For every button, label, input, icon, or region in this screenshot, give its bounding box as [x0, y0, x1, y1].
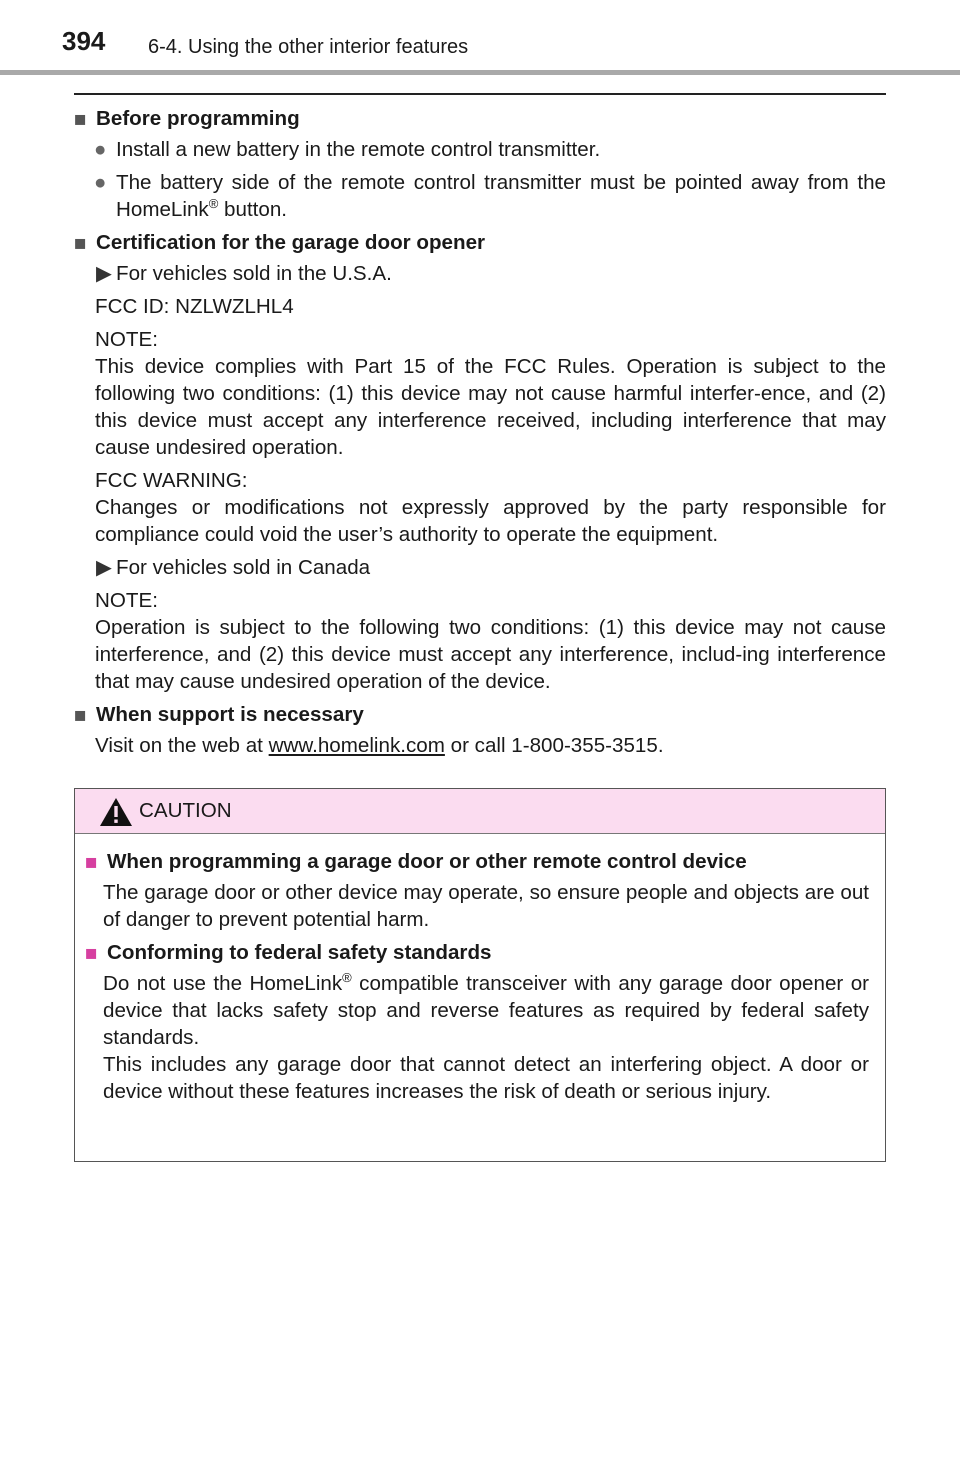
arrow-right-icon: ▶ [96, 262, 112, 285]
square-icon: ■ [85, 942, 98, 965]
caution-header [75, 789, 885, 834]
registered-mark: ® [208, 196, 219, 212]
caution-item-text: Do not use the HomeLink® compatible transceiver with any garage door opener or device that lacks safety stop and reverse features as required by federal safety standards. This includes any garage door that cannot detect an interfering object. A door or device without these features increases the risk of death or serious injury. [103, 970, 869, 1103]
usa-subheading: ▶ For vehicles sold in the U.S.A. [96, 262, 392, 285]
fcc-id: FCC ID: NZLWZLHL4 [95, 295, 294, 318]
canada-subheading: ▶ For vehicles sold in Canada [96, 556, 371, 579]
canada-note: NOTE: Operation is subject to the following two conditions: (1) this device may not cause interference, and (2) this device must accept any interference, includ-ing interference that may cause undesired operation of the device. [95, 589, 886, 693]
bullet-dot-icon: ● [94, 171, 107, 194]
support-text: Visit on the web at www.homelink.com or call 1-800-355-3515. [95, 734, 664, 757]
bullet-item: ● The battery side of the remote control transmitter must be pointed away from the HomeLink® button. [94, 171, 886, 221]
before-programming-heading: ■ Before programming [74, 107, 300, 131]
page-number: 394 [62, 26, 106, 56]
caution-item-text: The garage door or other device may operate, so ensure people and objects are out of danger to prevent potential harm. [103, 881, 869, 931]
section-title: 6-4. Using the other interior features [148, 36, 469, 58]
fcc-warning: FCC WARNING: Changes or modifications not expressly approved by the party responsible for compliance could void the user’s authority to operate the equipment. [95, 469, 886, 546]
arrow-right-icon: ▶ [96, 556, 112, 579]
warning-triangle-icon [99, 797, 133, 827]
bullet-dot-icon: ● [94, 138, 107, 161]
homelink-link[interactable]: www.homelink.com [268, 734, 445, 757]
square-icon: ■ [74, 704, 87, 727]
bullet-item: ● Install a new battery in the remote control transmitter. [94, 138, 601, 161]
certification-heading: ■ Certification for the garage door opener [74, 231, 486, 255]
square-icon: ■ [74, 232, 87, 255]
square-icon: ■ [74, 108, 87, 131]
caution-item-heading: ■ When programming a garage door or other remote control device [85, 850, 747, 874]
top-rule [74, 93, 886, 95]
caution-body [75, 834, 885, 1105]
caution-item-heading: ■ Conforming to federal safety standards [85, 941, 492, 965]
main-content [74, 103, 886, 765]
fcc-note: NOTE: This device complies with Part 15 of the FCC Rules. Operation is subject to the following two conditions: (1) this device may not cause harmful interfer-ence, and (2) this device must accept any interference received, including interference that may cause undesired operation. [95, 328, 886, 459]
registered-mark: ® [342, 970, 352, 986]
page-header [0, 0, 960, 78]
support-heading: ■ When support is necessary [74, 703, 364, 727]
caution-title: CAUTION [139, 799, 232, 822]
square-icon: ■ [85, 851, 98, 874]
header-rule [0, 70, 960, 75]
caution-box [74, 788, 886, 1162]
